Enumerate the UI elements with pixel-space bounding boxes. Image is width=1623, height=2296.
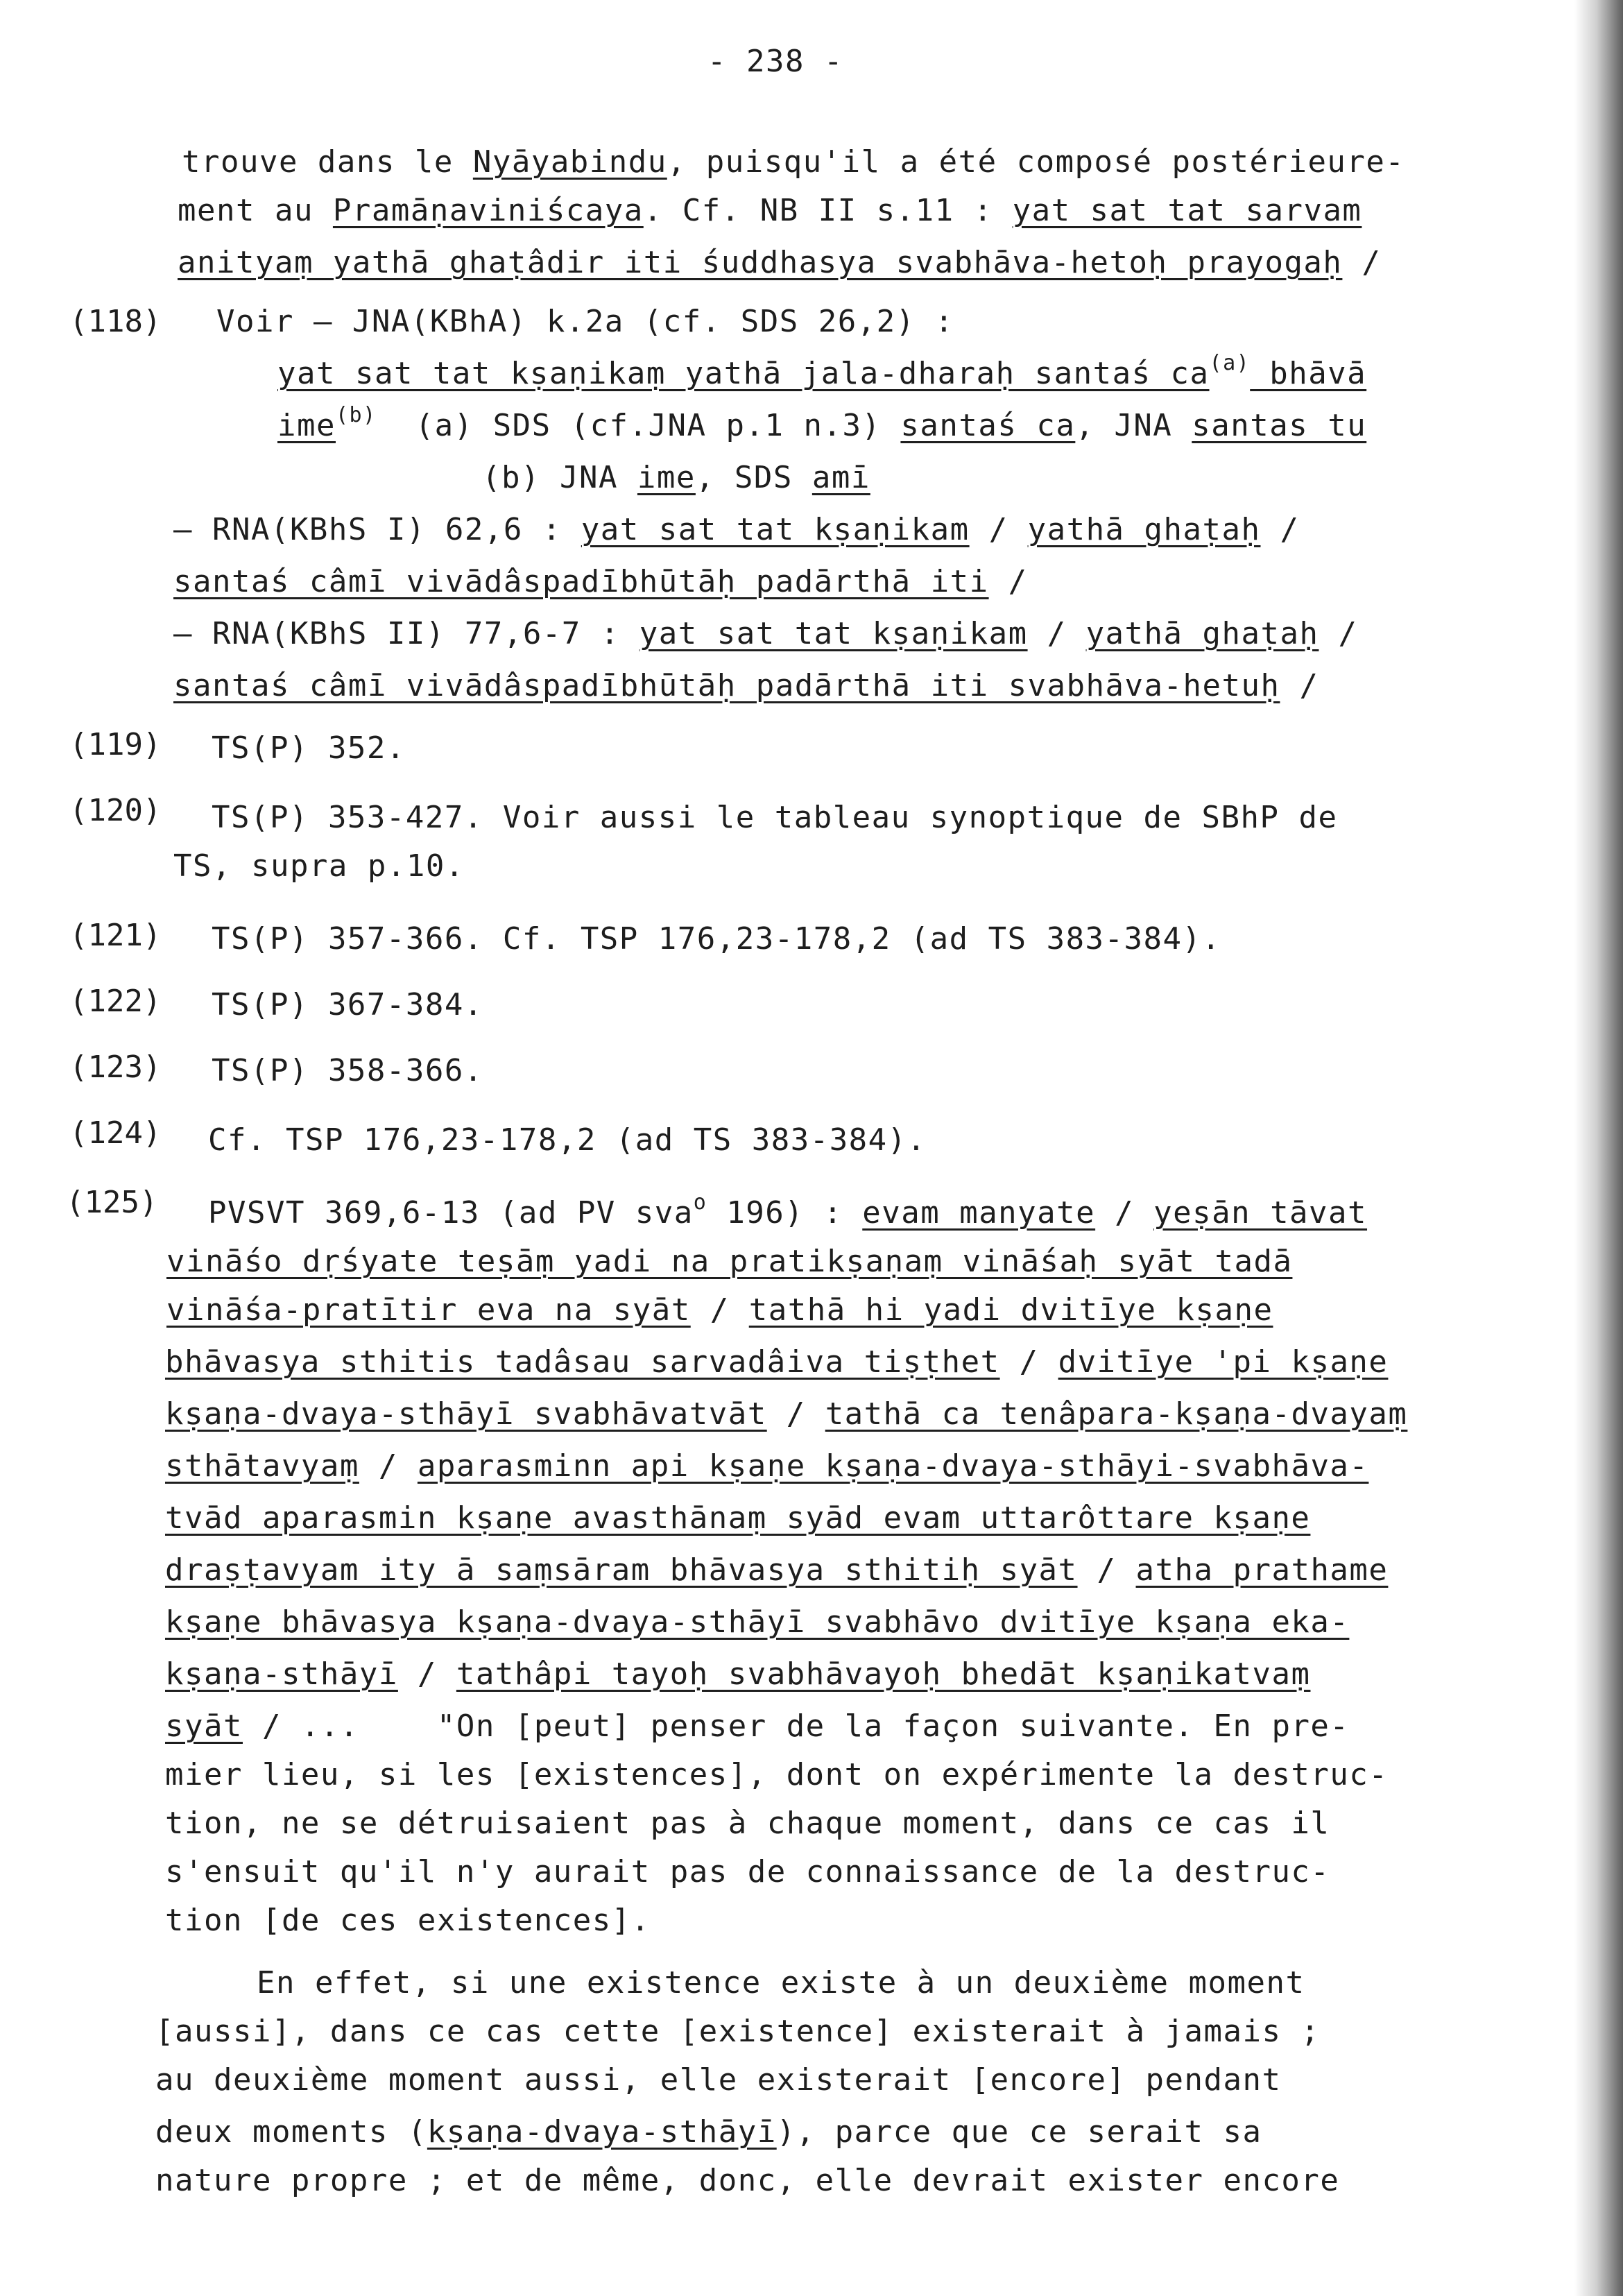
variant: santas tu: [1192, 408, 1367, 443]
note-125-line-11: [165, 1706, 1349, 1747]
text: /: [1319, 616, 1358, 651]
note-125-para2-line-5: nature propre ; et de même, donc, elle devrait exister encore: [155, 2163, 1340, 2198]
sanskrit-quote: anityaṃ yathā ghaṭâdir iti śuddhasya svabhāva-hetoḥ prayogaḥ: [178, 245, 1343, 280]
sanskrit-quote: ime: [277, 408, 336, 443]
sanskrit-quote: yat sat tat sarvam: [1012, 193, 1362, 228]
scan-edge-shadow: [1574, 0, 1623, 2296]
text: PVSVT 369,6-13 (ad PV sva: [208, 1195, 694, 1231]
sanskrit-quote: vināśa-pratītir eva na syāt: [166, 1292, 691, 1328]
note-125-line-2: vināśo dṛśyate teṣāṃ yadi na pratikṣaṇaṃ vināśaḥ syāt tadā: [166, 1244, 1293, 1279]
text: ), parce que ce serait sa: [776, 2114, 1262, 2150]
footnote-number: (123): [69, 1050, 162, 1085]
note-118-line-8: [173, 666, 1319, 706]
sanskrit-term: kṣaṇa-dvaya-sthāyī: [427, 2114, 777, 2150]
sanskrit-quote: atha prathame: [1135, 1552, 1389, 1588]
text: /: [1342, 245, 1382, 280]
note-118-line-4: [482, 458, 870, 498]
text: /: [397, 1656, 456, 1692]
note-125-line-14: s'ensuit qu'il n'y aurait pas de connaissance de la destruc-: [165, 1854, 1330, 1890]
note-125-line-9: kṣaṇe bhāvasya kṣaṇa-dvaya-sthāyī svabhāvo dvitīye kṣaṇa eka-: [165, 1604, 1350, 1640]
title-pramanaviniscaya: Pramāṇaviniścaya: [332, 193, 644, 228]
title-nyayabindu: Nyāyabindu: [472, 144, 667, 180]
superscript-o: o: [693, 1190, 707, 1215]
text: , JNA: [1075, 408, 1192, 443]
footnote-number: (118): [69, 304, 162, 339]
note-125-line-5: [165, 1394, 1407, 1434]
note-125-line-4: [165, 1342, 1388, 1382]
footnote-number: (124): [69, 1115, 162, 1151]
note-125-line-8: [165, 1550, 1388, 1591]
note-118-line-6: [173, 562, 1028, 602]
text: , puisqu'il a été composé postérieure-: [667, 144, 1405, 180]
sanskrit-quote: santaś câmī vivādâspadībhūtāḥ padārthā iti svabhāva-hetuḥ: [173, 668, 1280, 703]
note-125-line-15: tion [de ces existences].: [165, 1903, 651, 1938]
note-124-text: Cf. TSP 176,23-178,2 (ad TS 383-384).: [208, 1122, 927, 1158]
sanskrit-quote: bhāvā: [1250, 356, 1367, 391]
text: /: [766, 1396, 825, 1432]
note-120-line-2: TS, supra p.10.: [173, 848, 465, 884]
sanskrit-quote: yeṣān tāvat: [1153, 1195, 1368, 1231]
text: /: [999, 1344, 1058, 1380]
note-118-line-1: Voir — JNA(KBhA) k.2a (cf. SDS 26,2) :: [216, 304, 954, 339]
text: /: [1280, 668, 1319, 703]
sanskrit-quote: kṣaṇa-dvaya-sthāyī svabhāvatvāt: [165, 1396, 767, 1432]
footnote-number: (122): [69, 984, 162, 1019]
note-117-line-3: [178, 243, 1381, 283]
note-121-text: TS(P) 357-366. Cf. TSP 176,23-178,2 (ad TS 383-384).: [212, 921, 1221, 957]
sanskrit-quote: aparasminn api kṣaṇe kṣaṇa-dvaya-sthāyi-svabhāva-: [417, 1448, 1369, 1484]
sanskrit-quote: yathā ghaṭaḥ: [1085, 616, 1319, 651]
note-119-text: TS(P) 352.: [212, 730, 406, 766]
text: . Cf. NB II s.11 :: [643, 193, 1013, 228]
text: , SDS: [695, 460, 812, 495]
text: / ... "On [peut] penser de la façon suivante. En pre-: [242, 1708, 1350, 1744]
sanskrit-quote: draṣṭavyam ity ā saṃsāram bhāvasya sthitiḥ syāt: [165, 1552, 1078, 1588]
sanskrit-quote: tathā ca tenâpara-kṣaṇa-dvayaṃ: [825, 1396, 1408, 1432]
note-125-line-1: [208, 1190, 1368, 1237]
note-125-line-12: mier lieu, si les [existences], dont on expérimente la destruc-: [165, 1757, 1389, 1792]
text: deux moments (: [155, 2114, 427, 2150]
note-123-text: TS(P) 358-366.: [212, 1053, 483, 1088]
note-125-line-7: tvād aparasmin kṣaṇe avasthānaṃ syād evam uttarôttare kṣaṇe: [165, 1500, 1311, 1536]
footnote-number: (125): [66, 1185, 158, 1220]
note-125-para2-line-1: En effet, si une existence existe à un deuxième moment: [257, 1965, 1305, 2001]
text: ment au: [178, 193, 333, 228]
variant: santaś ca: [900, 408, 1076, 443]
note-118-line-7: [173, 614, 1357, 654]
note-118-line-5: [173, 510, 1299, 550]
text: (a) SDS (cf.JNA p.1 n.3): [376, 408, 901, 443]
page-number: - 238 -: [707, 44, 843, 79]
note-125-line-3: [166, 1290, 1273, 1330]
note-117-line-2: [178, 191, 1362, 231]
footnote-number: (120): [69, 793, 162, 828]
sanskrit-quote: dvitīye 'pi kṣaṇe: [1058, 1344, 1389, 1380]
text: /: [1260, 512, 1300, 547]
note-118-line-2: [277, 351, 1367, 397]
text: /: [988, 564, 1028, 599]
superscript-b: (b): [335, 403, 377, 427]
text: /: [690, 1292, 749, 1328]
sanskrit-quote: yat sat tat kṣaṇikam: [639, 616, 1028, 651]
sanskrit-quote: yat sat tat kṣaṇikaṃ yathā jala-dharaḥ santaś ca: [277, 356, 1210, 391]
text: /: [1095, 1195, 1154, 1231]
footnote-number: (121): [69, 918, 162, 953]
sanskrit-quote: kṣaṇa-sthāyī: [165, 1656, 398, 1692]
superscript-a: (a): [1209, 351, 1251, 375]
text: /: [1027, 616, 1086, 651]
sanskrit-quote: sthātavyaṃ: [165, 1448, 359, 1484]
sanskrit-quote: yat sat tat kṣaṇikam: [581, 512, 970, 547]
text: 196) :: [707, 1195, 863, 1231]
sanskrit-quote: syāt: [165, 1708, 243, 1744]
note-125-line-6: [165, 1446, 1368, 1487]
note-125-para2-line-4: [155, 2112, 1262, 2152]
sanskrit-quote: evam manyate: [862, 1195, 1096, 1231]
footnote-number: (119): [69, 727, 162, 762]
sanskrit-quote: santaś câmī vivādâspadībhūtāḥ padārthā iti: [173, 564, 989, 599]
sanskrit-quote: tathâpi tayoḥ svabhāvayoḥ bhedāt kṣaṇikatvaṃ: [456, 1656, 1311, 1692]
sanskrit-quote: yathā ghaṭaḥ: [1027, 512, 1261, 547]
text: (b) JNA: [482, 460, 637, 495]
note-122-text: TS(P) 367-384.: [212, 987, 483, 1022]
note-125-para2-line-3: au deuxième moment aussi, elle existerait [encore] pendant: [155, 2062, 1282, 2098]
variant: ime: [637, 460, 696, 495]
text: /: [1077, 1552, 1136, 1588]
note-125-line-10: [165, 1654, 1310, 1695]
note-117-line-1: [182, 142, 1405, 182]
text: trouve dans le: [182, 144, 473, 180]
text: — RNA(KBhS II) 77,6-7 :: [173, 616, 639, 651]
note-120-line-1: TS(P) 353-427. Voir aussi le tableau synoptique de SBhP de: [212, 800, 1338, 835]
text: — RNA(KBhS I) 62,6 :: [173, 512, 581, 547]
note-125-para2-line-2: [aussi], dans ce cas cette [existence] existerait à jamais ;: [155, 2014, 1321, 2049]
text: /: [359, 1448, 418, 1484]
sanskrit-quote: tathā hi yadi dvitīye kṣaṇe: [748, 1292, 1273, 1328]
text: /: [969, 512, 1028, 547]
note-118-line-3: [277, 403, 1367, 449]
variant: amī: [812, 460, 870, 495]
note-125-line-13: tion, ne se détruisaient pas à chaque moment, dans ce cas il: [165, 1806, 1330, 1841]
sanskrit-quote: bhāvasya sthitis tadâsau sarvadâiva tiṣṭhet: [165, 1344, 1000, 1380]
